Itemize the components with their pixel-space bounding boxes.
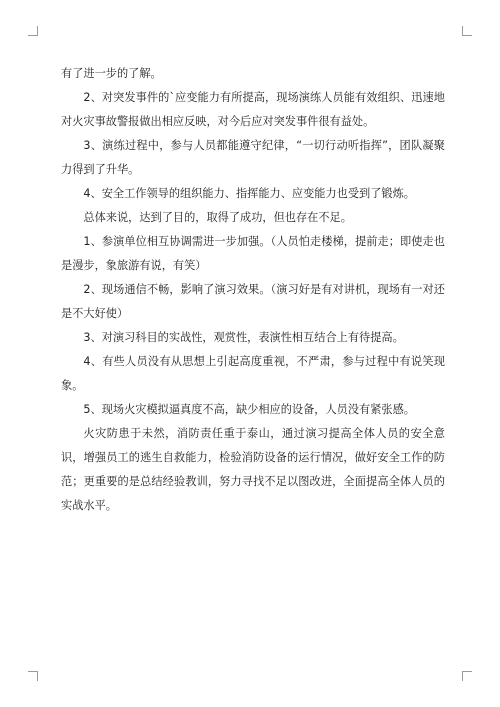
crop-mark-bottom-left (28, 671, 38, 681)
paragraph-shortcoming-4: 4、有些人员没有从思想上引起高度重视，不严肃，参与过程中有说笑现象。 (61, 355, 445, 392)
paragraph-item-3-discipline: 3、演练过程中，参与人员都能遵守纪律，“一切行动听指挥”，团队凝聚力得到了升华。 (61, 139, 445, 176)
paragraph-conclusion: 火灾防患于未然，消防责任重于泰山，通过演习提高全体人员的安全意识，增强员工的逃生自救能力，检验消防设备的运行情况，做好安全工作的防范；更重要的是总结经验教训，努力寻找不足以图改进，全面提高全体人员的实战水平。 (61, 427, 445, 512)
paragraph-shortcoming-3: 3、对演习科目的实战性，观赏性，表演性相互结合上有待提高。 (83, 331, 404, 344)
paragraph-continuation: 有了进一步的了解。 (61, 67, 162, 80)
paragraph-item-4-leadership: 4、安全工作领导的组织能力、指挥能力、应变能力也受到了锻炼。 (83, 187, 415, 200)
crop-mark-top-left (28, 26, 38, 36)
paragraph-shortcoming-5: 5、现场火灾模拟逼真度不高，缺少相应的设备，人员没有紧张感。 (83, 403, 415, 416)
paragraph-shortcoming-1: 1、参演单位相互协调需进一步加强。（人员怕走楼梯，提前走；即使走也是漫步，象旅游有说，有笑） (61, 235, 445, 272)
paragraph-summary: 总体来说，达到了目的，取得了成功，但也存在不足。 (83, 211, 352, 224)
paragraph-shortcoming-2: 2、现场通信不畅，影响了演习效果。（演习好是有对讲机，现场有一对还是不大好使） (61, 283, 445, 320)
crop-mark-bottom-right (462, 671, 472, 681)
paragraph-item-2-emergency-response: 2、对突发事件的`应变能力有所提高，现场演练人员能有效组织、迅速地对火灾事故警报做出相应反映，对今后应对突发事件很有益处。 (61, 91, 445, 128)
crop-mark-top-right (462, 26, 472, 36)
document-body (61, 62, 445, 518)
